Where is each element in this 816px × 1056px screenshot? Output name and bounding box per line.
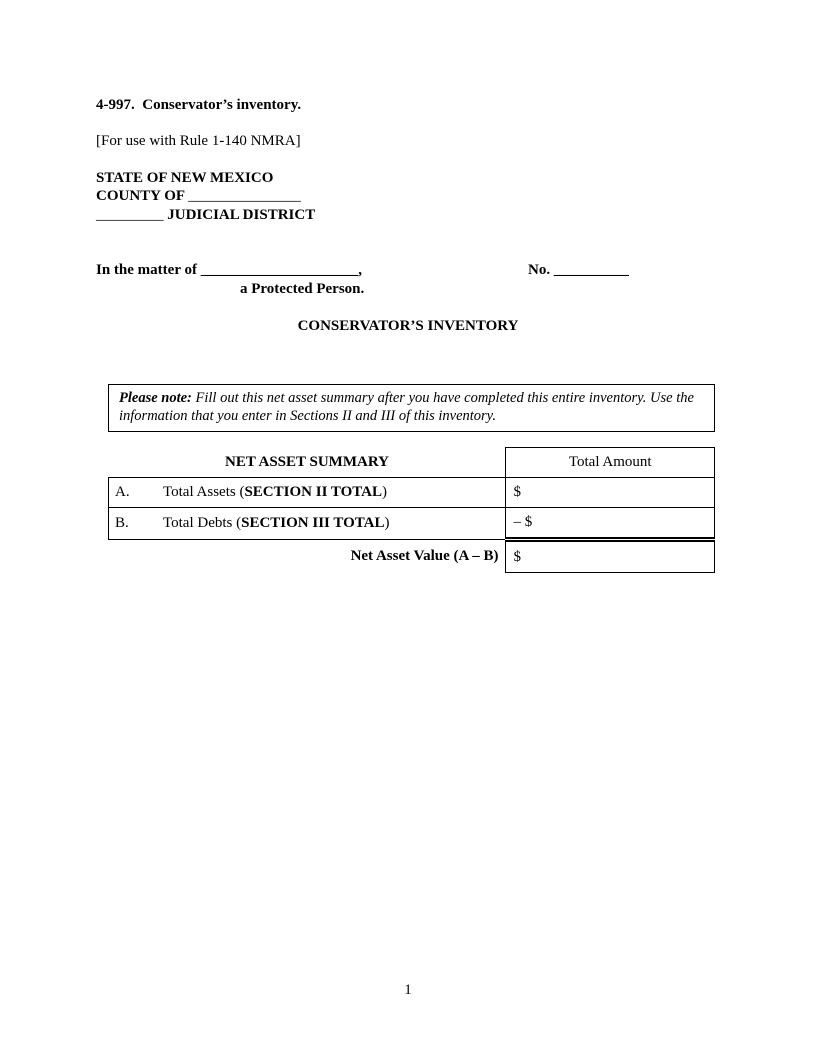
- document-heading: CONSERVATOR’S INVENTORY: [297, 318, 519, 334]
- row-label-prefix: Total Assets (: [163, 484, 245, 500]
- case-number-line: [528, 262, 629, 279]
- total-debts-amount-field[interactable]: – $: [506, 508, 715, 540]
- county-line: [96, 188, 301, 205]
- row-label-suffix: ): [382, 484, 388, 500]
- form-usage-note: [For use with Rule 1-140 NMRA]: [96, 133, 301, 149]
- summary-header-row: [109, 448, 715, 478]
- note-text: Fill out this net asset summary after you have completed this entire inventory. Use the information that you enter in Sections II and III of this inventory.: [119, 390, 694, 424]
- row-letter: B.: [115, 515, 129, 531]
- row-label-suffix: ): [384, 515, 390, 531]
- form-name: Conservator’s inventory.: [142, 97, 302, 113]
- page-number: 1: [404, 982, 412, 998]
- net-asset-value-field[interactable]: $: [506, 540, 715, 573]
- district-label: JUDICIAL DISTRICT: [167, 207, 316, 223]
- total-assets-amount-field[interactable]: $: [506, 478, 715, 508]
- district-line: [96, 207, 315, 224]
- summary-title: NET ASSET SUMMARY: [225, 453, 389, 470]
- case-number-label: No.: [528, 262, 551, 278]
- protected-person-line: a Protected Person.: [240, 281, 365, 297]
- total-debts-label-cell: [109, 508, 506, 540]
- county-field[interactable]: _______________: [188, 188, 301, 204]
- matter-line: [96, 262, 362, 279]
- note-box: [108, 384, 715, 432]
- net-asset-summary-table: [108, 447, 715, 573]
- total-amount-header: Total Amount: [506, 448, 715, 478]
- net-asset-value-label: Net Asset Value (A – B): [350, 547, 499, 564]
- matter-name-field[interactable]: _____________________,: [200, 262, 362, 278]
- row-label-prefix: Total Debts (: [163, 515, 242, 531]
- district-field[interactable]: _________: [96, 207, 164, 223]
- net-asset-row: [109, 540, 715, 573]
- row-label-bold: SECTION II TOTAL: [244, 484, 383, 500]
- state-line: STATE OF NEW MEXICO: [96, 170, 274, 186]
- row-label-bold: SECTION III TOTAL: [241, 515, 385, 531]
- total-assets-label-cell: [109, 478, 506, 508]
- note-lead: Please note:: [119, 390, 192, 406]
- form-number: 4-997.: [96, 97, 135, 113]
- county-label: COUNTY OF: [96, 188, 185, 204]
- table-row: [109, 508, 715, 540]
- matter-label: In the matter of: [96, 262, 197, 278]
- form-title: [96, 97, 301, 114]
- row-letter: A.: [115, 484, 130, 500]
- table-row: [109, 478, 715, 508]
- case-number-field[interactable]: __________: [553, 262, 629, 278]
